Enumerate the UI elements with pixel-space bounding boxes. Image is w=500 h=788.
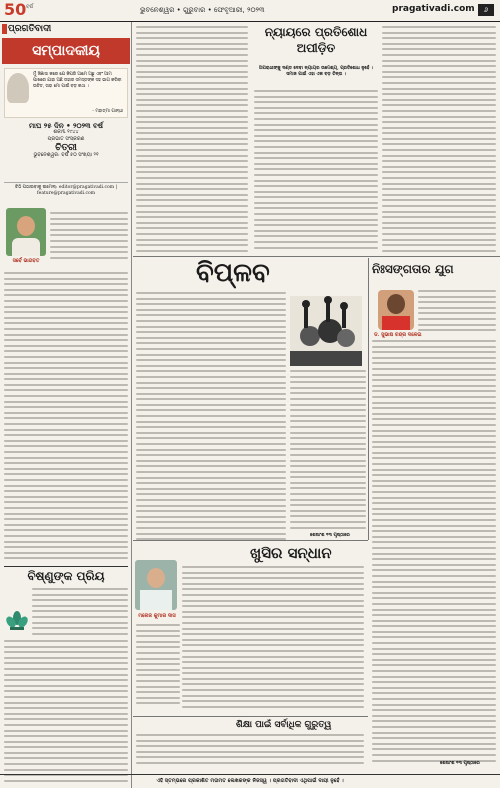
page-number: ୬ [478,4,494,16]
section-divider [133,256,500,257]
issue-date: ଭୁବନେଶ୍ୱର • ଗୁରୁବାର • ଫେବୃଆରୀ, ୨୦୨୩ [140,6,265,14]
meta-line-1: ମାଘ ୨୫ ଦିନ • ୨୦୨୩ ବର୍ଷ [29,121,103,130]
edition-city: ଚିତ୍ରୀ [55,143,77,153]
section-divider-2 [133,540,368,541]
issue-meta [4,122,128,159]
top-headline [254,24,378,64]
vishnu-intro-text [32,588,128,638]
anniversary-logo: 50 [4,0,27,19]
biplaba-text-2 [290,370,366,530]
bottom-article-text [136,734,364,770]
vishnu-body-text [4,640,128,786]
nisanga-continued: ଶେଷାଂଶ ୧୩ ପୃଷ୍ଠାରେ [440,761,480,766]
vishnu-article-title: ବିଷ୍ଣୁଙ୍କ ପ୍ରିୟ [4,566,128,584]
quote-box [4,68,128,118]
meta-line-3: ପ୍ରଭାତ ସଂସ୍କରଣ [47,136,85,142]
editorial-body-text [4,272,128,560]
nisanga-intro-text [418,290,496,334]
column-text-1 [136,26,248,254]
quote-author: - ମହାତ୍ମା ଗାନ୍ଧୀ [92,109,123,114]
quote-text: ମୁଁ ଜିଜ୍ଞାସା କରେ ଯେ କିପରି ଆମେ ଅଛୁ ଏବଂ ଆମ ପାଖରେ ଯାହା ଅଛି ତାହାର ସମସ୍ତଙ୍କ ସହ ଭାଗ କରିବା ଉଚିତ, ତାହା ମୋ ପାଇଁ ବଡ଼ କଥା । [33,72,122,89]
gandhi-portrait-icon [7,73,29,103]
brand-name: ପ୍ରଗତିବାଦୀ [8,24,52,34]
author-name: ସର୍ବେ ଭାଗବତ [12,258,40,264]
section-divider-3 [133,716,368,717]
biplaba-text-1 [136,292,286,540]
brand-mark-icon [2,24,7,34]
contact-line[interactable]: ଚିଠି ପଠାଇବାକୁ ଇମେଲ୍: editor@pragativadi.com | feature@pragativadi.com [4,182,128,197]
author-name-2: ଡ. ସୁଭାଷ ଚନ୍ଦ୍ର ଦଳେଇ [374,332,422,338]
top-subhead: ଅପରାଧୀଙ୍କୁ ଦଣ୍ଡ ଦେବା ନ୍ୟାୟର ଉଦ୍ଦେଶ୍ୟ, ପ୍ରତିଶୋଧ ନୁହେଁ । ସମାଜ ପାଇଁ ଏହା ଏକ ବଡ଼ ଚିନ୍ତା । [259,66,373,77]
biplaba-title: ବିପ୍ଳବ [196,258,270,288]
nisanga-body-text [372,340,496,764]
biplaba-continued: ଶେଷାଂଶ ୧୩ ପୃଷ୍ଠାରେ [310,533,350,538]
top-headline-text: ନ୍ୟାୟରେ ପ୍ରତିଶୋଧ ଅପୀଡ଼ିତ [264,25,368,55]
khusira-title: ଖୁସିର ସନ୍ଧାନ [250,544,332,562]
column-text-2 [254,90,378,254]
site-url[interactable]: pragativadi.com [392,4,475,14]
author-name-3: ମନୋଜ କୁମାର ଦାସ [138,613,176,619]
lotus-icon [6,610,28,632]
meta-line-2: ଶକାବ୍ଦ ୧୯୪୪ [53,129,79,135]
bottom-article-title: ଶିକ୍ଷା ପାଇଁ ସର୍ବାଧିକ ଗୁରୁତ୍ୱ [236,720,332,730]
issue-number: ଭୁବନେଶ୍ୱର: ବର୍ଷ ୫୦ ସଂଖ୍ୟା ୨୧ [33,152,99,158]
author-photo-2 [378,290,414,330]
article-text [50,212,128,262]
author-photo [6,208,46,256]
protest-illustration-icon [290,296,362,366]
editorial-column [0,22,132,788]
author-photo-3 [135,560,177,610]
column-divider [368,258,369,540]
footer-disclaimer: ଏହି ସ୍ତମ୍ଭରେ ପ୍ରକାଶିତ ମତାମତ ଲେଖକଙ୍କ ନିଜସ୍ୱ । ପ୍ରଗତିବାଦୀ ଏଥିପାଇଁ ଦାୟୀ ନୁହେଁ । [0,774,500,788]
khusira-text-2 [136,624,180,714]
nisanga-title: ନିଃସଙ୍ଗତାର ଯୁଗ [372,262,454,276]
section-title: ସମ୍ପାଦକୀୟ [2,38,130,64]
masthead [0,0,500,22]
column-text-3 [382,26,496,254]
anniversary-sub: ବର୍ଷ [26,4,34,10]
khusira-text-1 [182,566,364,714]
